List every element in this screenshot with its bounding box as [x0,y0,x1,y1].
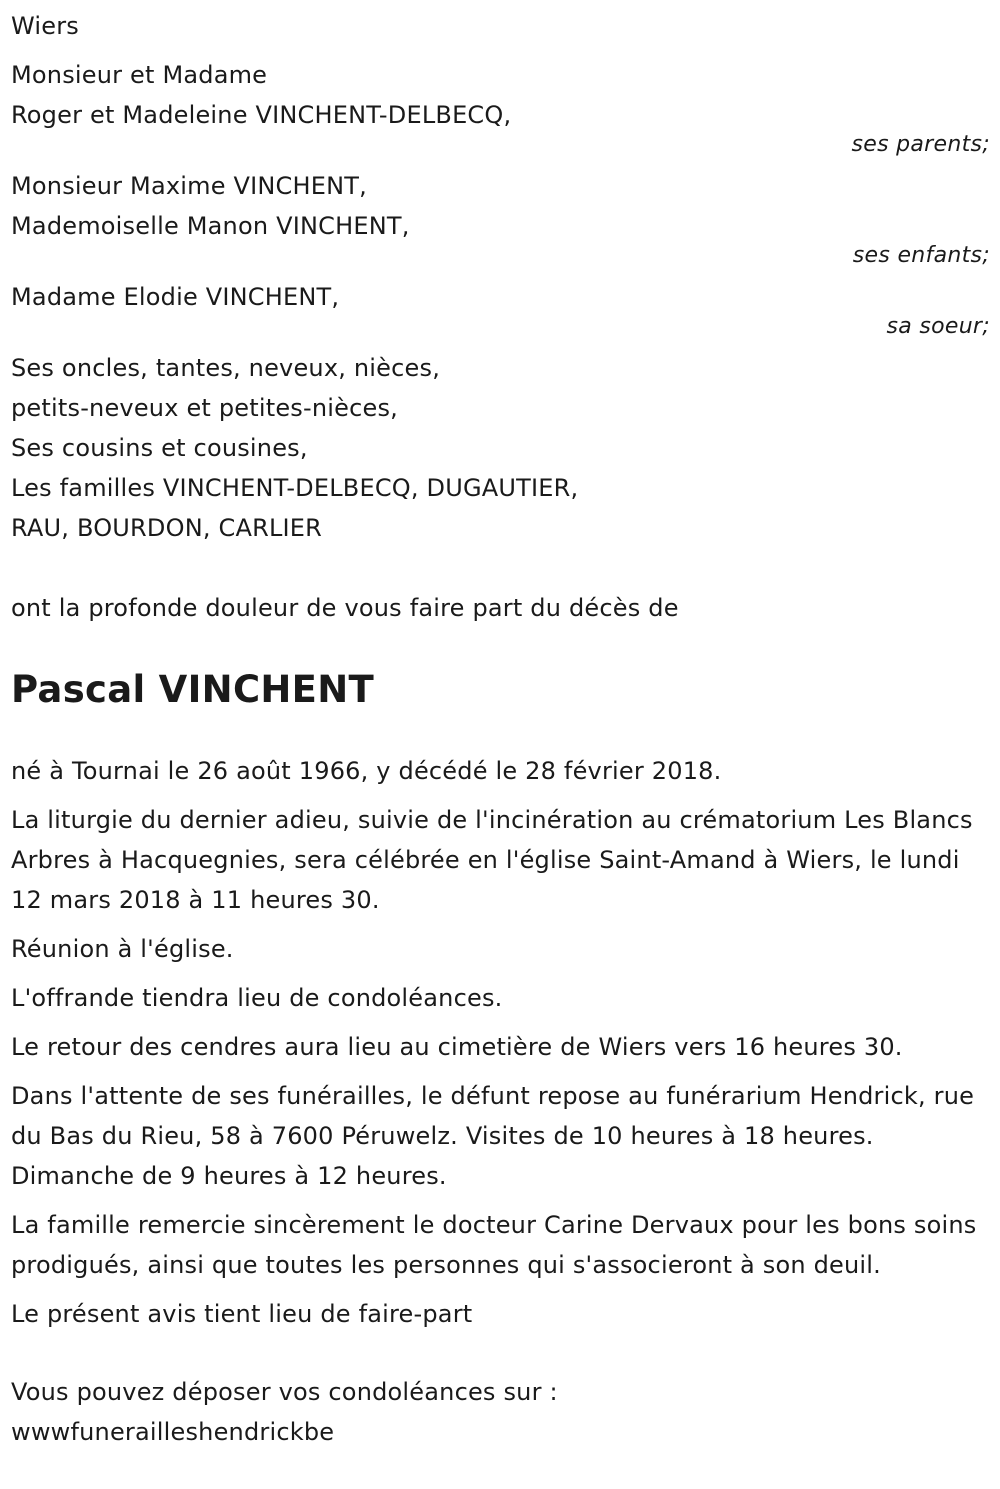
location-header: Wiers [11,12,80,40]
family-line: RAU, BOURDON, CARLIER [11,514,323,542]
detail-paragraph: Réunion à l'église. [11,935,234,963]
family-line: petits-neveux et petites-nièces, [11,394,399,422]
family-group-parents [11,55,990,157]
detail-paragraph: La liturgie du dernier adieu, suivie de l'incinération au crématorium Les Blancs Arbres à Hacquegnies, sera célébrée en l'église Saint-Amand à Wiers, le lundi 12 mars 2018 à 11 heures 30. [11,806,973,914]
relation-label: ses enfants; [852,243,990,268]
family-group-sister [11,277,990,339]
condolences-website-link[interactable]: wwwfunerailleshendrickbe [11,1418,335,1446]
condolences-section [11,1372,990,1452]
family-line: Ses cousins et cousines, [11,434,308,462]
family-line: Mademoiselle Manon VINCHENT, [11,212,410,240]
extended-family [11,348,990,548]
relation-label: sa soeur; [886,314,990,339]
family-group-children [11,166,990,268]
condolences-label: Vous pouvez déposer vos condoléances sur : [11,1378,558,1406]
detail-paragraph: Le présent avis tient lieu de faire-part [11,1300,473,1328]
detail-paragraph: L'offrande tiendra lieu de condoléances. [11,984,503,1012]
detail-paragraph: La famille remercie sincèrement le docteur Carine Dervaux pour les bons soins prodigués, ainsi que toutes les personnes qui s'associeront à son deuil. [11,1211,977,1279]
family-line: Monsieur et Madame [11,61,268,89]
family-line: Les familles VINCHENT-DELBECQ, DUGAUTIER, [11,474,579,502]
family-line: Ses oncles, tantes, neveux, nièces, [11,354,441,382]
family-line: Monsieur Maxime VINCHENT, [11,172,367,200]
detail-paragraph: Le retour des cendres aura lieu au cimetière de Wiers vers 16 heures 30. [11,1033,903,1061]
deceased-name: Pascal VINCHENT [11,668,375,711]
family-line: Madame Elodie VINCHENT, [11,283,340,311]
family-line: Roger et Madeleine VINCHENT-DELBECQ, [11,101,512,129]
detail-paragraph: né à Tournai le 26 août 1966, y décédé le 28 février 2018. [11,757,722,785]
announcement-text: ont la profonde douleur de vous faire part du décès de [11,594,679,622]
detail-paragraph: Dans l'attente de ses funérailles, le défunt repose au funérarium Hendrick, rue du Bas du Rieu, 58 à 7600 Péruwelz. Visites de 10 heures à 18 heures. Dimanche de 9 heures à 12 heures. [11,1082,975,1190]
relation-label: ses parents; [851,132,990,157]
